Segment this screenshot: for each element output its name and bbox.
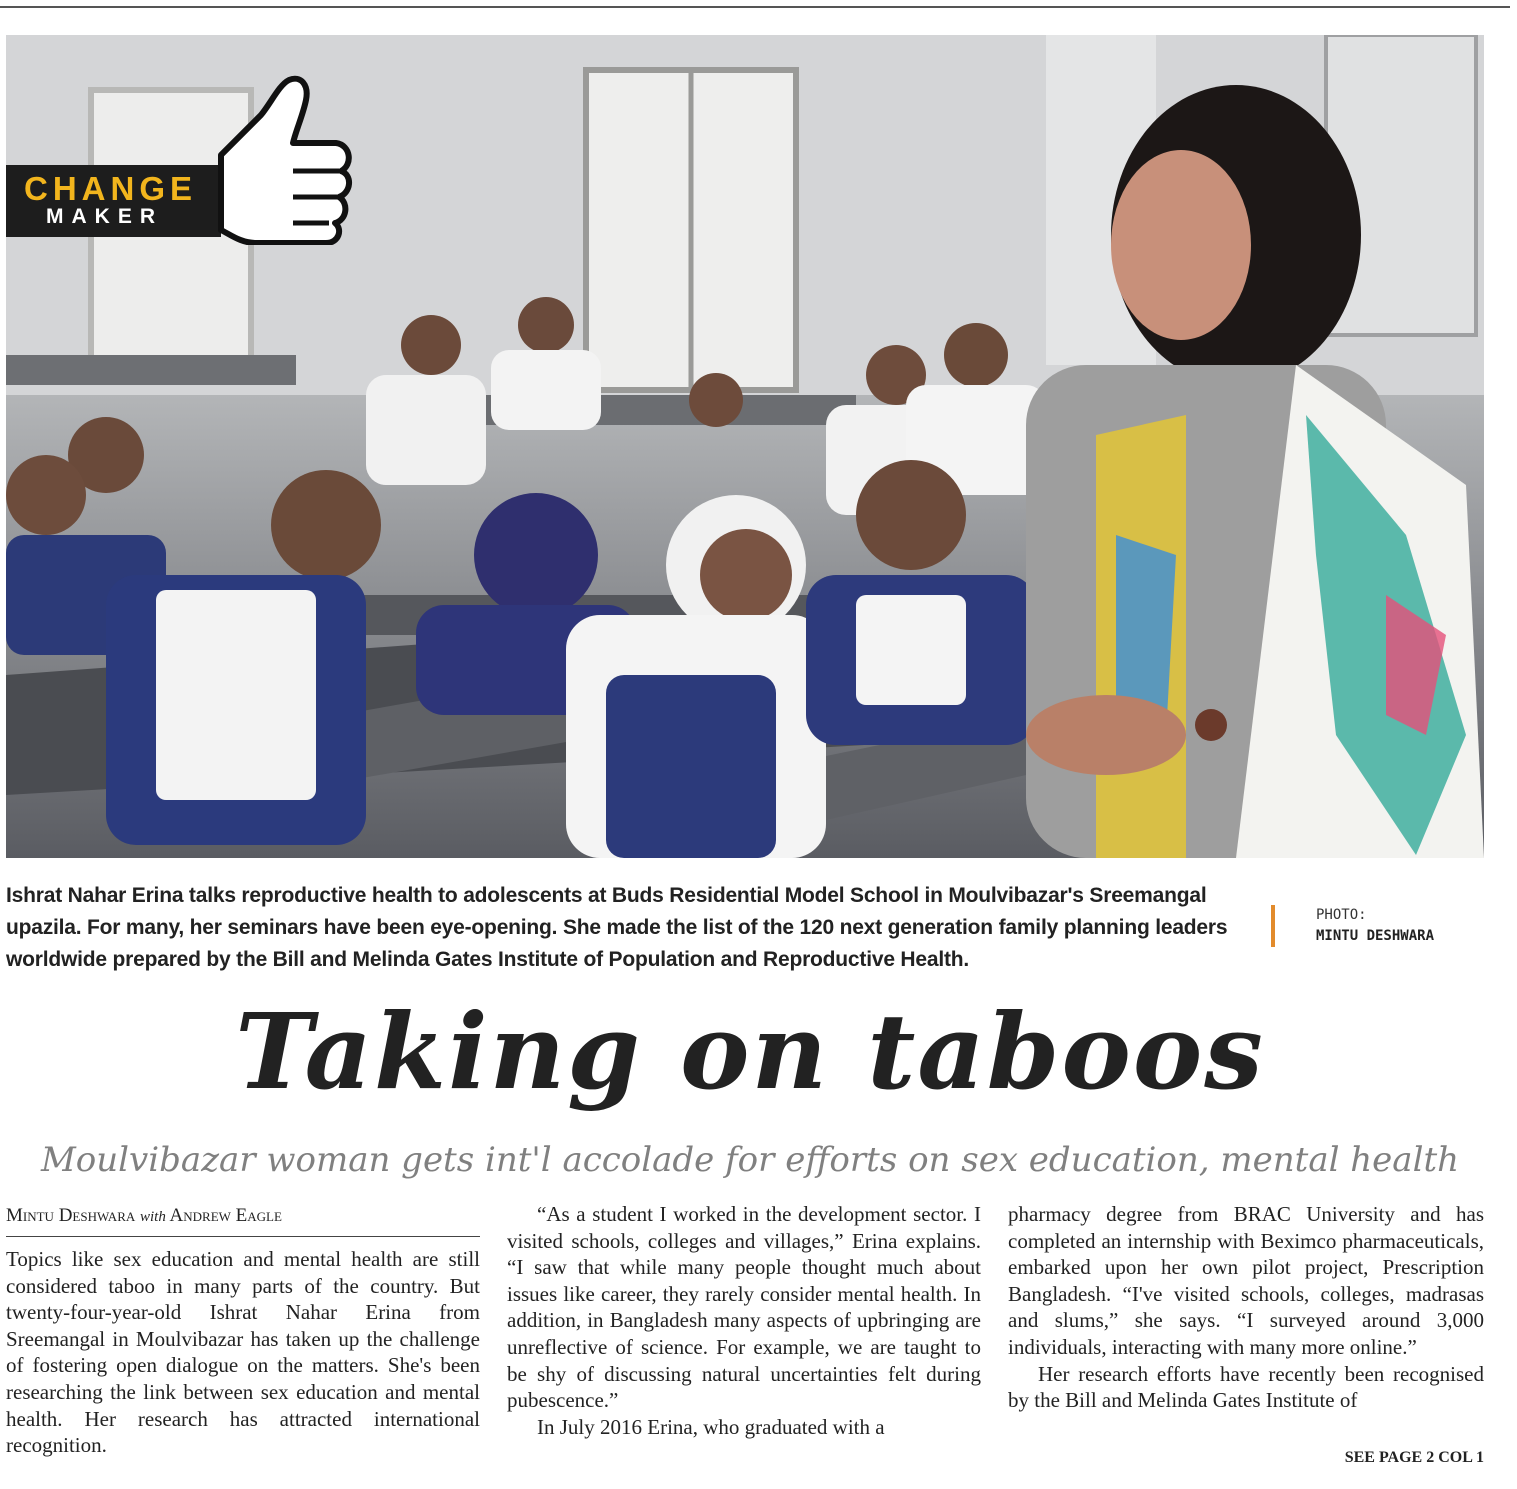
photo-credit-name: MINTU DESHWARA: [1316, 928, 1435, 944]
article-column-3: [1008, 1201, 1484, 1414]
continued-jump-line: SEE PAGE 2 COL 1: [1344, 1449, 1484, 1466]
headline: Taking on taboos: [235, 990, 1265, 1113]
thumbs-up-icon: [201, 75, 356, 245]
article-paragraph: Topics like sex education and mental health are still considered taboo in many parts of the country. But twenty-four-year-old Ishrat Nahar Erina from Sreemangal in Moulvibazar has taken up the challenge of fostering open dialogue on the matters. She's been researching the link between sex education and mental health. Her research has attracted international recognition.: [6, 1247, 480, 1458]
byline-author: Mintu Deshwara: [6, 1205, 136, 1226]
byline-with: with: [140, 1209, 166, 1225]
article-paragraph: pharmacy degree from BRAC University and has completed an internship with Beximco pharmaceuticals, embarked upon her own pilot project, Prescription Bangladesh. “I've visited schools, colleges, madrasas and slums,” she says. “I surveyed around 3,000 individuals, interacting with many more online.”: [1008, 1202, 1484, 1359]
byline: [6, 1205, 282, 1227]
top-rule: [0, 6, 1510, 8]
byline-rule: [6, 1236, 480, 1237]
article-column-2: [507, 1201, 981, 1440]
caption-accent-bar: [1271, 905, 1275, 947]
article-column-1: [6, 1246, 480, 1459]
article-paragraph: Her research efforts have recently been recognised by the Bill and Melinda Gates Institute of: [1008, 1361, 1484, 1413]
subheadline: Moulvibazar woman gets int'l accolade for efforts on sex education, mental health: [40, 1140, 1460, 1180]
article-paragraph: In July 2016 Erina, who graduated with a: [537, 1414, 885, 1439]
byline-coauthor: Andrew Eagle: [169, 1205, 282, 1226]
change-maker-badge: [6, 75, 356, 245]
badge-word-maker: MAKER: [46, 205, 163, 228]
photo-caption: Ishrat Nahar Erina talks reproductive health to adolescents at Buds Residential Model School in Moulvibazar's Sreemangal upazila. For many, her seminars have been eye-opening. She made the list of the 120 next generation family planning leaders worldwide prepared by the Bill and Melinda Gates Institute of Population and Reproductive Health.: [6, 884, 1228, 971]
photo-credit-label: PHOTO:: [1316, 907, 1367, 923]
article-paragraph: “As a student I worked in the development sector. I visited schools, colleges and villages,” Erina explains. “I saw that while many people thought much about issues like career, they rarely consider mental health. In addition, in Bangladesh many aspects of upbringing are unreflective of science. For example, we are taught to be shy of discussing natural uncertainties felt during pubescence.”: [507, 1202, 981, 1413]
badge-word-change: CHANGE: [24, 170, 198, 207]
